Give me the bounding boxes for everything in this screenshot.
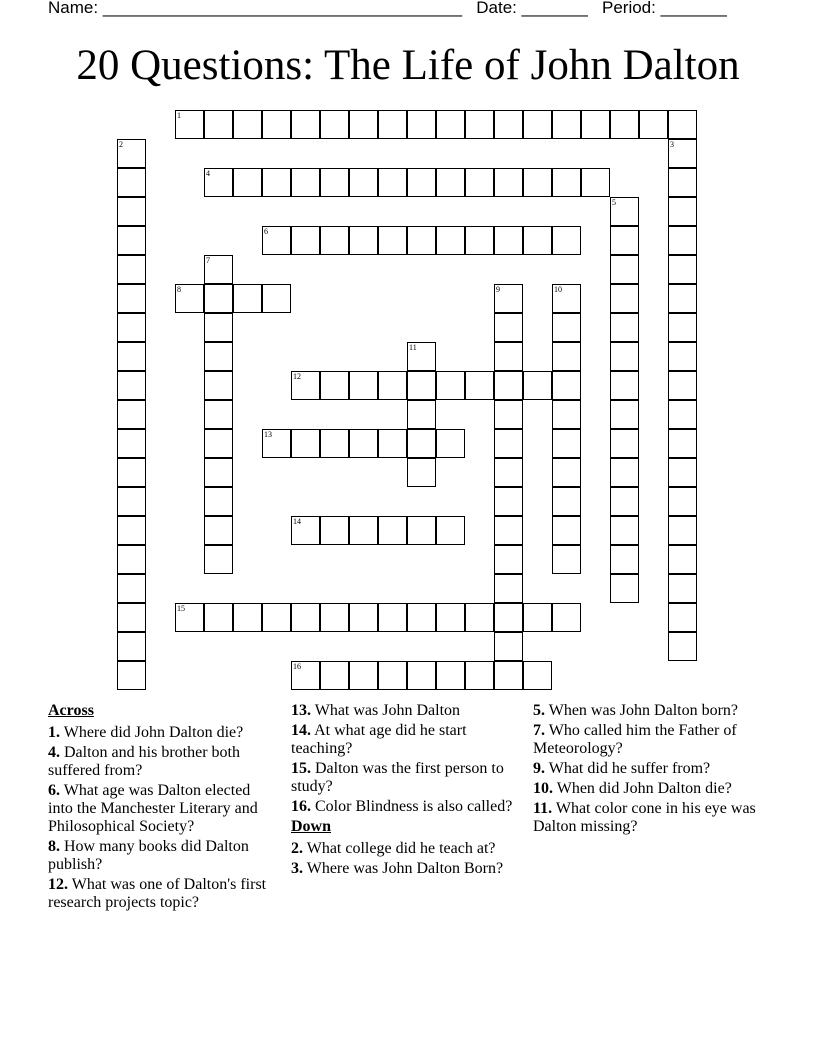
cell-number: 4 [206,169,210,178]
cell-number: 11 [409,343,417,352]
grid-cell[interactable] [233,284,262,313]
grid-cell[interactable] [378,661,407,690]
grid-cell[interactable] [262,429,291,458]
grid-cell[interactable] [494,400,523,429]
grid-cell[interactable] [320,110,349,139]
grid-cell[interactable] [494,516,523,545]
grid-cell[interactable] [204,400,233,429]
down-heading: Down [291,818,332,835]
grid-cell[interactable] [494,313,523,342]
grid-cell[interactable] [436,110,465,139]
grid-cell[interactable] [552,110,581,139]
grid-cell[interactable] [610,313,639,342]
grid-cell[interactable] [204,458,233,487]
clue-across-13: 13. What was John Dalton [291,702,461,719]
grid-cell[interactable] [262,603,291,632]
grid-cell[interactable] [581,168,610,197]
student-info-line [48,0,727,18]
grid-cell[interactable] [291,371,320,400]
clue-across-4: 4. Dalton and his brother both suffered from? [48,744,240,779]
across-heading: Across [48,702,94,719]
grid-cell[interactable] [552,371,581,400]
period-label: Period: [602,0,656,17]
grid-cell[interactable] [610,284,639,313]
grid-cell[interactable] [117,226,146,255]
cell-number: 15 [177,604,185,613]
grid-cell[interactable] [552,313,581,342]
cell-number: 7 [206,256,210,265]
grid-cell[interactable] [262,168,291,197]
grid-cell[interactable] [204,313,233,342]
grid-cell[interactable] [610,458,639,487]
grid-cell[interactable] [668,197,697,226]
grid-cell[interactable] [175,110,204,139]
grid-cell[interactable] [494,168,523,197]
grid-cell[interactable] [552,400,581,429]
cell-number: 8 [177,285,181,294]
grid-cell[interactable] [494,371,523,400]
grid-cell[interactable] [117,168,146,197]
grid-cell[interactable] [349,661,378,690]
clue-across-12: 12. What was one of Dalton's first research projects topic? [48,876,267,911]
grid-cell[interactable] [610,400,639,429]
grid-cell[interactable] [523,603,552,632]
grid-cell[interactable] [204,342,233,371]
grid-cell[interactable] [668,168,697,197]
cell-number: 3 [670,140,674,149]
grid-cell[interactable] [233,603,262,632]
grid-cell[interactable] [552,226,581,255]
grid-cell[interactable] [552,284,581,313]
grid-cell[interactable] [117,400,146,429]
grid-cell[interactable] [262,226,291,255]
clue-down-7: 7. Who called him the Father of Meteorology? [533,722,737,757]
grid-cell[interactable] [117,197,146,226]
grid-cell[interactable] [552,168,581,197]
grid-cell[interactable] [436,661,465,690]
page-title: 20 Questions: The Life of John Dalton [76,42,740,89]
grid-cell[interactable] [378,371,407,400]
grid-cell[interactable] [407,516,436,545]
grid-cell[interactable] [378,603,407,632]
grid-cell[interactable] [610,110,639,139]
grid-cell[interactable] [291,429,320,458]
grid-cell[interactable] [349,226,378,255]
grid-cell[interactable] [349,429,378,458]
grid-cell[interactable] [436,226,465,255]
cell-number: 12 [293,372,301,381]
grid-cell[interactable] [117,313,146,342]
grid-cell[interactable] [233,110,262,139]
grid-cell[interactable] [291,603,320,632]
grid-cell[interactable] [204,284,233,313]
grid-cell[interactable] [407,458,436,487]
grid-cell[interactable] [494,632,523,661]
grid-cell[interactable] [320,516,349,545]
grid-cell[interactable] [349,371,378,400]
grid-cell[interactable] [320,661,349,690]
grid-cell[interactable] [204,168,233,197]
grid-cell[interactable] [436,429,465,458]
clue-down-11: 11. What color cone in his eye was Dalton missing? [533,800,756,835]
grid-cell[interactable] [552,429,581,458]
grid-cell[interactable] [117,458,146,487]
grid-cell[interactable] [175,603,204,632]
clue-down-9: 9. What did he suffer from? [533,760,711,777]
grid-cell[interactable] [523,110,552,139]
grid-cell[interactable] [378,226,407,255]
grid-cell[interactable] [407,400,436,429]
name-label: Name: [48,0,99,17]
grid-cell[interactable] [668,574,697,603]
grid-cell[interactable] [668,284,697,313]
grid-cell[interactable] [349,110,378,139]
grid-cell[interactable] [204,371,233,400]
grid-cell[interactable] [291,516,320,545]
cell-number: 1 [177,111,181,120]
clue-down-5: 5. When was John Dalton born? [533,702,739,719]
grid-cell[interactable] [320,226,349,255]
grid-cell[interactable] [610,255,639,284]
grid-cell[interactable] [262,110,291,139]
grid-cell[interactable] [668,226,697,255]
clue-down-2: 2. What college did he teach at? [291,840,496,857]
grid-cell[interactable] [407,110,436,139]
grid-cell[interactable] [117,255,146,284]
grid-cell[interactable] [610,197,639,226]
grid-cell[interactable] [117,603,146,632]
grid-cell[interactable] [378,516,407,545]
cell-number: 6 [264,227,268,236]
grid-cell[interactable] [291,226,320,255]
grid-cell[interactable] [668,371,697,400]
grid-cell[interactable] [291,661,320,690]
grid-cell[interactable] [407,371,436,400]
grid-cell[interactable] [494,545,523,574]
grid-cell[interactable] [610,545,639,574]
grid-cell[interactable] [552,545,581,574]
cell-number: 5 [612,198,616,207]
clue-column-2 [291,702,516,880]
grid-cell[interactable] [465,168,494,197]
grid-cell[interactable] [668,487,697,516]
grid-cell[interactable] [494,574,523,603]
grid-cell[interactable] [320,371,349,400]
grid-cell[interactable] [349,516,378,545]
grid-cell[interactable] [204,545,233,574]
grid-cell[interactable] [465,661,494,690]
grid-cell[interactable] [117,139,146,168]
period-blank[interactable]: _______ [660,0,727,17]
clue-across-1: 1. Where did John Dalton die? [48,724,244,741]
grid-cell[interactable] [436,371,465,400]
grid-cell[interactable] [320,603,349,632]
grid-cell[interactable] [668,545,697,574]
grid-cell[interactable] [668,139,697,168]
grid-cell[interactable] [523,661,552,690]
grid-cell[interactable] [581,110,610,139]
grid-cell[interactable] [407,661,436,690]
grid-cell[interactable] [610,574,639,603]
grid-cell[interactable] [407,168,436,197]
grid-cell[interactable] [668,429,697,458]
grid-cell[interactable] [349,168,378,197]
grid-cell[interactable] [204,487,233,516]
grid-cell[interactable] [523,371,552,400]
grid-cell[interactable] [494,342,523,371]
grid-cell[interactable] [349,603,378,632]
cell-number: 16 [293,662,301,671]
grid-cell[interactable] [436,168,465,197]
grid-cell[interactable] [378,429,407,458]
clue-across-14: 14. At what age did he start teaching? [291,722,467,757]
grid-cell[interactable] [204,255,233,284]
grid-cell[interactable] [552,487,581,516]
grid-cell[interactable] [610,487,639,516]
cell-number: 14 [293,517,301,526]
grid-cell[interactable] [117,574,146,603]
grid-cell[interactable] [668,516,697,545]
grid-cell[interactable] [668,313,697,342]
grid-cell[interactable] [494,458,523,487]
grid-cell[interactable] [117,661,146,690]
grid-cell[interactable] [465,371,494,400]
clue-down-10: 10. When did John Dalton die? [533,780,732,797]
grid-cell[interactable] [668,400,697,429]
grid-cell[interactable] [494,661,523,690]
cell-number: 2 [119,140,123,149]
clue-down-3: 3. Where was John Dalton Born? [291,860,504,877]
grid-cell[interactable] [552,342,581,371]
clue-across-8: 8. How many books did Dalton publish? [48,838,249,873]
grid-cell[interactable] [407,429,436,458]
grid-cell[interactable] [117,487,146,516]
date-blank[interactable]: _______ [521,0,588,17]
cell-number: 13 [264,430,272,439]
grid-cell[interactable] [378,168,407,197]
grid-cell[interactable] [407,342,436,371]
grid-cell[interactable] [407,226,436,255]
grid-cell[interactable] [436,516,465,545]
grid-cell[interactable] [668,632,697,661]
name-blank[interactable]: ______________________________________ [102,0,463,17]
grid-cell[interactable] [552,603,581,632]
grid-cell[interactable] [436,603,465,632]
grid-cell[interactable] [291,168,320,197]
grid-cell[interactable] [668,603,697,632]
grid-cell[interactable] [320,429,349,458]
grid-cell[interactable] [407,603,436,632]
grid-cell[interactable] [175,284,204,313]
grid-cell[interactable] [494,603,523,632]
grid-cell[interactable] [610,226,639,255]
grid-cell[interactable] [668,458,697,487]
grid-cell[interactable] [291,110,320,139]
grid-cell[interactable] [465,226,494,255]
grid-cell[interactable] [523,226,552,255]
grid-cell[interactable] [204,110,233,139]
clue-across-6: 6. What age was Dalton elected into the Manchester Literary and Philosophical Society? [48,782,258,835]
grid-cell[interactable] [639,110,668,139]
grid-cell[interactable] [378,110,407,139]
grid-cell[interactable] [494,429,523,458]
grid-cell[interactable] [668,110,697,139]
clue-across-16: 16. Color Blindness is also called? [291,798,513,815]
grid-cell[interactable] [117,371,146,400]
grid-cell[interactable] [204,516,233,545]
grid-cell[interactable] [117,429,146,458]
grid-cell[interactable] [117,284,146,313]
grid-cell[interactable] [117,545,146,574]
date-label: Date: [476,0,517,17]
grid-cell[interactable] [494,487,523,516]
grid-cell[interactable] [494,284,523,313]
grid-cell[interactable] [204,603,233,632]
grid-cell[interactable] [494,226,523,255]
grid-cell[interactable] [610,516,639,545]
grid-cell[interactable] [552,458,581,487]
grid-cell[interactable] [204,429,233,458]
grid-cell[interactable] [117,632,146,661]
grid-cell[interactable] [233,168,262,197]
grid-cell[interactable] [610,429,639,458]
cell-number: 9 [496,285,500,294]
grid-cell[interactable] [523,168,552,197]
clue-column-3 [533,702,758,838]
grid-cell[interactable] [117,342,146,371]
grid-cell[interactable] [117,516,146,545]
grid-cell[interactable] [668,342,697,371]
grid-cell[interactable] [610,371,639,400]
grid-cell[interactable] [494,110,523,139]
grid-cell[interactable] [320,168,349,197]
cell-number: 10 [554,285,562,294]
grid-cell[interactable] [262,284,291,313]
grid-cell[interactable] [465,110,494,139]
clue-column-1 [48,702,273,914]
grid-cell[interactable] [552,516,581,545]
grid-cell[interactable] [610,342,639,371]
grid-cell[interactable] [668,255,697,284]
grid-cell[interactable] [465,603,494,632]
clue-across-15: 15. Dalton was the first person to study? [291,760,504,795]
